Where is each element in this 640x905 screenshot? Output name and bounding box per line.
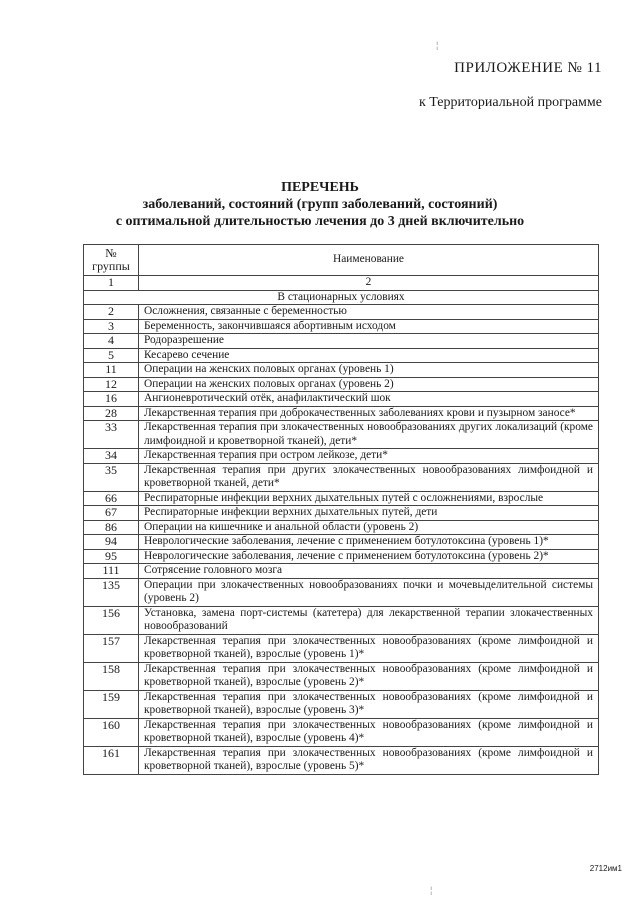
table-row [84, 506, 599, 521]
table-row [84, 606, 599, 634]
group-number: 159 [84, 690, 139, 718]
table-row [84, 549, 599, 564]
document-title: ПЕРЕЧЕНЬ [281, 180, 359, 195]
group-number: 28 [84, 406, 139, 421]
table-row [84, 564, 599, 579]
table-row [84, 662, 599, 690]
table-row [84, 377, 599, 392]
group-name: Операции на кишечнике и анальной области (уровень 2) [139, 520, 599, 535]
group-name: Лекарственная терапия при доброкачественных заболеваниях крови и пузырном заносе* [139, 406, 599, 421]
table-row [84, 392, 599, 407]
disease-groups-table [83, 244, 599, 775]
group-name: Операции при злокачественных новообразованиях почки и мочевыделительной системы (уровень 2) [139, 578, 599, 606]
group-number: 86 [84, 520, 139, 535]
table-row [84, 449, 599, 464]
group-name: Лекарственная терапия при других злокачественных новообразованиях лимфоидной и кроветворной тканей, дети* [139, 463, 599, 491]
table-row [84, 463, 599, 491]
group-number: 2 [84, 305, 139, 320]
group-number: 157 [84, 634, 139, 662]
table-row [84, 535, 599, 550]
column-index-2: 2 [139, 276, 599, 291]
table-row [84, 491, 599, 506]
group-number: 33 [84, 421, 139, 449]
table-row [84, 406, 599, 421]
group-number: 160 [84, 718, 139, 746]
column-index-1: 1 [84, 276, 139, 291]
group-name: Неврологические заболевания, лечение с применением ботулотоксина (уровень 1)* [139, 535, 599, 550]
group-number: 34 [84, 449, 139, 464]
group-name: Лекарственная терапия при злокачественных новообразованиях других локализаций (кроме лимфоидной и кроветворной тканей), дети* [139, 421, 599, 449]
column-index-row [84, 276, 599, 291]
group-number: 156 [84, 606, 139, 634]
scan-mark-top: ¦ [436, 40, 439, 50]
group-name: Респираторные инфекции верхних дыхательных путей, дети [139, 506, 599, 521]
table-row [84, 305, 599, 320]
group-name: Установка, замена порт-системы (катетера) для лекарственной терапии злокачественных новообразований [139, 606, 599, 634]
group-name: Лекарственная терапия при злокачественных новообразованиях (кроме лимфоидной и кроветворной тканей), взрослые (уровень 5)* [139, 746, 599, 774]
group-name: Лекарственная терапия при злокачественных новообразованиях (кроме лимфоидной и кроветворной тканей), взрослые (уровень 2)* [139, 662, 599, 690]
appendix-title: ПРИЛОЖЕНИЕ № 11 [454, 60, 602, 76]
group-name: Родоразрешение [139, 334, 599, 349]
table-row [84, 421, 599, 449]
group-name: Лекарственная терапия при злокачественных новообразованиях (кроме лимфоидной и кроветворной тканей), взрослые (уровень 1)* [139, 634, 599, 662]
group-name: Кесарево сечение [139, 348, 599, 363]
scan-mark-bottom: ¦ [430, 885, 433, 895]
group-number: 135 [84, 578, 139, 606]
group-number: 35 [84, 463, 139, 491]
group-number: 95 [84, 549, 139, 564]
group-name: Неврологические заболевания, лечение с применением ботулотоксина (уровень 2)* [139, 549, 599, 564]
document-subtitle-2: с оптимальной длительностью лечения до 3 дней включительно [115, 214, 525, 229]
group-number: 3 [84, 319, 139, 334]
group-number: 4 [84, 334, 139, 349]
table-row [84, 718, 599, 746]
group-name: Операции на женских половых органах (уровень 1) [139, 363, 599, 378]
group-number: 161 [84, 746, 139, 774]
table-row [84, 319, 599, 334]
header-group-number: № группы [84, 245, 139, 276]
group-name: Беременность, закончившаяся абортивным исходом [139, 319, 599, 334]
group-number: 158 [84, 662, 139, 690]
group-name: Ангионевротический отёк, анафилактический шок [139, 392, 599, 407]
table-row [84, 634, 599, 662]
group-number: 67 [84, 506, 139, 521]
table-row [84, 363, 599, 378]
table-row [84, 520, 599, 535]
group-number: 11 [84, 363, 139, 378]
appendix-subtitle: к Территориальной программе [418, 95, 602, 110]
section-row [84, 290, 599, 305]
group-number: 66 [84, 491, 139, 506]
group-name: Осложнения, связанные с беременностью [139, 305, 599, 320]
table-row [84, 690, 599, 718]
group-number: 16 [84, 392, 139, 407]
group-name: Сотрясение головного мозга [139, 564, 599, 579]
document-subtitle-1: заболеваний, состояний (групп заболеваний, состояний) [142, 197, 498, 212]
header-name: Наименование [139, 245, 599, 276]
table-row [84, 348, 599, 363]
group-number: 94 [84, 535, 139, 550]
table-row [84, 578, 599, 606]
group-name: Операции на женских половых органах (уровень 2) [139, 377, 599, 392]
footer-code: 2712им1 [589, 864, 622, 873]
group-name: Лекарственная терапия при злокачественных новообразованиях (кроме лимфоидной и кроветворной тканей), взрослые (уровень 3)* [139, 690, 599, 718]
section-label: В стационарных условиях [84, 290, 599, 305]
table-row [84, 746, 599, 774]
group-number: 5 [84, 348, 139, 363]
group-number: 12 [84, 377, 139, 392]
group-name: Респираторные инфекции верхних дыхательных путей с осложнениями, взрослые [139, 491, 599, 506]
group-name: Лекарственная терапия при злокачественных новообразованиях (кроме лимфоидной и кроветворной тканей), взрослые (уровень 4)* [139, 718, 599, 746]
group-name: Лекарственная терапия при остром лейкозе, дети* [139, 449, 599, 464]
group-number: 111 [84, 564, 139, 579]
table-row [84, 334, 599, 349]
table-header-row [84, 245, 599, 276]
